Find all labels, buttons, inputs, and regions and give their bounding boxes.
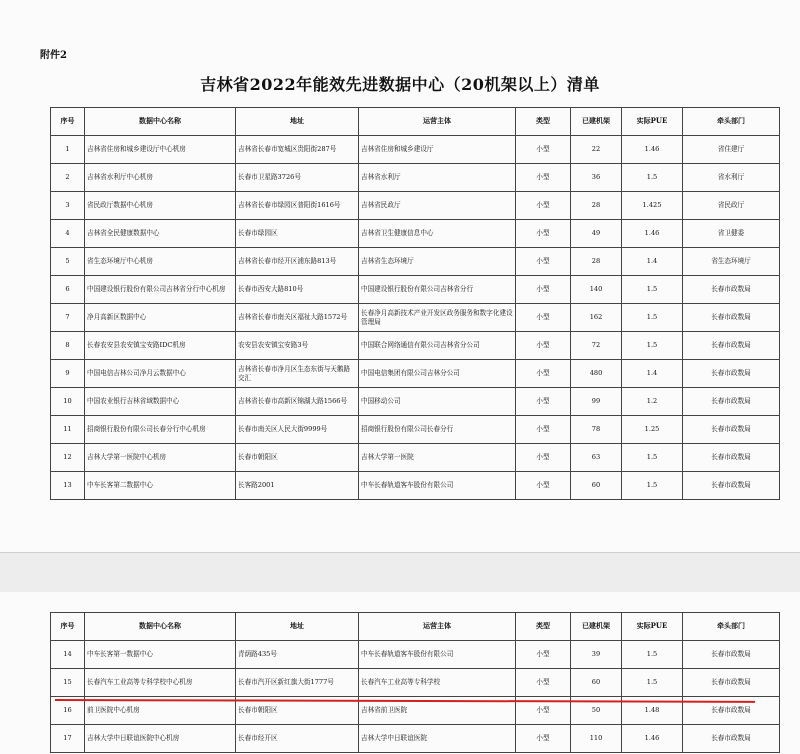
cell-operator: 吉林省水利厅 xyxy=(359,164,516,192)
cell-type: 小型 xyxy=(516,472,571,500)
header-operator: 运营主体 xyxy=(359,613,516,641)
header-type: 类型 xyxy=(516,108,571,136)
table-header-row xyxy=(51,108,780,136)
cell-type: 小型 xyxy=(516,164,571,192)
cell-name: 长春汽车工业高等专科学校中心机房 xyxy=(85,669,236,697)
cell-racks: 162 xyxy=(571,304,622,332)
cell-address: 吉林省长春市绿园区普阳街1616号 xyxy=(236,192,359,220)
table-row xyxy=(51,164,780,192)
cell-name: 吉林大学中日联谊医院中心机房 xyxy=(85,725,236,753)
table-row xyxy=(51,332,780,360)
cell-type: 小型 xyxy=(516,444,571,472)
header-address: 地址 xyxy=(236,613,359,641)
table-row xyxy=(51,444,780,472)
cell-name: 中国电信吉林公司净月云数据中心 xyxy=(85,360,236,388)
cell-pue: 1.46 xyxy=(622,725,683,753)
cell-operator: 吉林省卫生健康信息中心 xyxy=(359,220,516,248)
cell-no: 14 xyxy=(51,641,85,669)
header-racks: 已建机架 xyxy=(571,108,622,136)
cell-name: 中车长客第二数据中心 xyxy=(85,472,236,500)
header-pue: 实际PUE xyxy=(622,613,683,641)
cell-name: 中国建设银行股份有限公司吉林省分行中心机房 xyxy=(85,276,236,304)
cell-name: 吉林省全民健康数据中心 xyxy=(85,220,236,248)
cell-racks: 72 xyxy=(571,332,622,360)
cell-type: 小型 xyxy=(516,416,571,444)
data-center-table-continued xyxy=(50,612,780,753)
data-center-table xyxy=(50,107,780,500)
cell-type: 小型 xyxy=(516,192,571,220)
table-row xyxy=(51,669,780,697)
cell-department: 长春市政数局 xyxy=(683,725,780,753)
cell-no: 11 xyxy=(51,416,85,444)
cell-address: 长春市卫星路3726号 xyxy=(236,164,359,192)
header-no: 序号 xyxy=(51,108,85,136)
cell-name: 招商银行股份有限公司长春分行中心机房 xyxy=(85,416,236,444)
table-row xyxy=(51,276,780,304)
cell-pue: 1.48 xyxy=(622,697,683,725)
cell-racks: 39 xyxy=(571,641,622,669)
cell-pue: 1.25 xyxy=(622,416,683,444)
cell-address: 吉林省长春市南关区福祉大路1572号 xyxy=(236,304,359,332)
cell-operator: 吉林大学中日联谊医院 xyxy=(359,725,516,753)
cell-department: 省住建厅 xyxy=(683,136,780,164)
cell-pue: 1.46 xyxy=(622,220,683,248)
cell-no: 8 xyxy=(51,332,85,360)
cell-department: 省民政厅 xyxy=(683,192,780,220)
cell-no: 1 xyxy=(51,136,85,164)
cell-address: 长春市绿园区 xyxy=(236,220,359,248)
cell-racks: 50 xyxy=(571,697,622,725)
cell-address: 长春市经开区 xyxy=(236,725,359,753)
cell-racks: 63 xyxy=(571,444,622,472)
cell-type: 小型 xyxy=(516,388,571,416)
cell-operator: 长春净月高新技术产业开发区政务服务和数字化建设管理局 xyxy=(359,304,516,332)
cell-address: 吉林省长春市高新区锦湖大路1566号 xyxy=(236,388,359,416)
cell-name: 中国农业银行吉林省域数据中心 xyxy=(85,388,236,416)
cell-department: 省水利厅 xyxy=(683,164,780,192)
cell-racks: 140 xyxy=(571,276,622,304)
cell-name: 省民政厅数据中心机房 xyxy=(85,192,236,220)
cell-operator: 中车长春轨道客车股份有限公司 xyxy=(359,472,516,500)
cell-type: 小型 xyxy=(516,248,571,276)
document-title: 吉林省2022年能效先进数据中心（20机架以上）清单 xyxy=(200,75,600,94)
header-operator: 运营主体 xyxy=(359,108,516,136)
cell-name: 省生态环境厅中心机房 xyxy=(85,248,236,276)
cell-address: 吉林省长春市经开区浦东路813号 xyxy=(236,248,359,276)
cell-name: 中车长客第一数据中心 xyxy=(85,641,236,669)
cell-department: 长春市政数局 xyxy=(683,669,780,697)
header-no: 序号 xyxy=(51,613,85,641)
header-pue: 实际PUE xyxy=(622,108,683,136)
header-department: 牵头部门 xyxy=(683,613,780,641)
cell-pue: 1.4 xyxy=(622,360,683,388)
cell-address: 青荫路435号 xyxy=(236,641,359,669)
header-type: 类型 xyxy=(516,613,571,641)
cell-racks: 49 xyxy=(571,220,622,248)
header-racks: 已建机架 xyxy=(571,613,622,641)
cell-racks: 22 xyxy=(571,136,622,164)
cell-type: 小型 xyxy=(516,725,571,753)
cell-racks: 28 xyxy=(571,192,622,220)
cell-racks: 28 xyxy=(571,248,622,276)
cell-address: 农安县农安镇宝安路3号 xyxy=(236,332,359,360)
cell-type: 小型 xyxy=(516,220,571,248)
cell-no: 2 xyxy=(51,164,85,192)
header-department: 牵头部门 xyxy=(683,108,780,136)
cell-type: 小型 xyxy=(516,641,571,669)
table-row xyxy=(51,388,780,416)
cell-name: 前卫医院中心机房 xyxy=(85,697,236,725)
cell-address: 长春市西安大路810号 xyxy=(236,276,359,304)
cell-department: 长春市政数局 xyxy=(683,697,780,725)
cell-pue: 1.5 xyxy=(622,304,683,332)
cell-type: 小型 xyxy=(516,669,571,697)
cell-pue: 1.46 xyxy=(622,136,683,164)
cell-no: 12 xyxy=(51,444,85,472)
cell-pue: 1.5 xyxy=(622,641,683,669)
cell-type: 小型 xyxy=(516,360,571,388)
cell-pue: 1.5 xyxy=(622,332,683,360)
cell-racks: 60 xyxy=(571,472,622,500)
cell-no: 4 xyxy=(51,220,85,248)
cell-type: 小型 xyxy=(516,136,571,164)
cell-racks: 110 xyxy=(571,725,622,753)
table-row xyxy=(51,304,780,332)
cell-operator: 吉林大学第一医院 xyxy=(359,444,516,472)
attachment-label: 附件2 xyxy=(40,50,67,61)
cell-operator: 吉林省住房和城乡建设厅 xyxy=(359,136,516,164)
cell-no: 16 xyxy=(51,697,85,725)
cell-no: 9 xyxy=(51,360,85,388)
cell-pue: 1.4 xyxy=(622,248,683,276)
table-row xyxy=(51,192,780,220)
cell-no: 7 xyxy=(51,304,85,332)
cell-racks: 60 xyxy=(571,669,622,697)
cell-address: 长春市朝阳区 xyxy=(236,697,359,725)
table-row xyxy=(51,248,780,276)
cell-pue: 1.2 xyxy=(622,388,683,416)
cell-department: 长春市政数局 xyxy=(683,360,780,388)
header-address: 地址 xyxy=(236,108,359,136)
cell-no: 6 xyxy=(51,276,85,304)
cell-racks: 480 xyxy=(571,360,622,388)
table-row xyxy=(51,472,780,500)
cell-department: 长春市政数局 xyxy=(683,304,780,332)
cell-operator: 中车长春轨道客车股份有限公司 xyxy=(359,641,516,669)
cell-department: 长春市政数局 xyxy=(683,416,780,444)
document-page-2 xyxy=(0,592,800,754)
cell-no: 13 xyxy=(51,472,85,500)
cell-type: 小型 xyxy=(516,276,571,304)
cell-type: 小型 xyxy=(516,697,571,725)
cell-name: 吉林省住房和城乡建设厅中心机房 xyxy=(85,136,236,164)
cell-department: 长春市政数局 xyxy=(683,444,780,472)
cell-pue: 1.425 xyxy=(622,192,683,220)
table-row xyxy=(51,136,780,164)
table-header-row xyxy=(51,613,780,641)
table-row xyxy=(51,725,780,753)
cell-operator: 中国电信集团有限公司吉林分公司 xyxy=(359,360,516,388)
cell-department: 长春市政数局 xyxy=(683,472,780,500)
cell-address: 吉林省长春市净月区生态东街与天鹅路交汇 xyxy=(236,360,359,388)
cell-department: 长春市政数局 xyxy=(683,276,780,304)
cell-pue: 1.5 xyxy=(622,444,683,472)
cell-racks: 99 xyxy=(571,388,622,416)
cell-department: 长春市政数局 xyxy=(683,388,780,416)
table-row xyxy=(51,220,780,248)
cell-name: 长春农安县农安镇宝安路IDC机房 xyxy=(85,332,236,360)
cell-no: 10 xyxy=(51,388,85,416)
cell-no: 15 xyxy=(51,669,85,697)
cell-operator: 中国建设银行股份有限公司吉林省分行 xyxy=(359,276,516,304)
cell-racks: 78 xyxy=(571,416,622,444)
cell-department: 省生态环境厅 xyxy=(683,248,780,276)
cell-type: 小型 xyxy=(516,304,571,332)
cell-no: 3 xyxy=(51,192,85,220)
cell-address: 吉林省长春市宽城区贵阳街287号 xyxy=(236,136,359,164)
cell-operator: 吉林省生态环境厅 xyxy=(359,248,516,276)
cell-name: 净月高新区数据中心 xyxy=(85,304,236,332)
cell-no: 5 xyxy=(51,248,85,276)
cell-name: 吉林大学第一医院中心机房 xyxy=(85,444,236,472)
page-separator xyxy=(0,552,800,594)
cell-department: 长春市政数局 xyxy=(683,641,780,669)
cell-address: 长春市南关区人民大街9999号 xyxy=(236,416,359,444)
cell-address: 长客路2001 xyxy=(236,472,359,500)
cell-pue: 1.5 xyxy=(622,669,683,697)
cell-operator: 吉林省民政厅 xyxy=(359,192,516,220)
cell-pue: 1.5 xyxy=(622,164,683,192)
cell-pue: 1.5 xyxy=(622,472,683,500)
cell-no: 17 xyxy=(51,725,85,753)
table-row xyxy=(51,360,780,388)
cell-operator: 长春汽车工业高等专科学校 xyxy=(359,669,516,697)
cell-address: 长春市朝阳区 xyxy=(236,444,359,472)
cell-pue: 1.5 xyxy=(622,276,683,304)
cell-racks: 36 xyxy=(571,164,622,192)
cell-name: 吉林省水利厅中心机房 xyxy=(85,164,236,192)
table-row xyxy=(51,416,780,444)
cell-operator: 中国移动公司 xyxy=(359,388,516,416)
cell-department: 长春市政数局 xyxy=(683,332,780,360)
cell-address: 长春市汽开区新红旗大街1777号 xyxy=(236,669,359,697)
header-name: 数据中心名称 xyxy=(85,613,236,641)
cell-operator: 招商银行股份有限公司长春分行 xyxy=(359,416,516,444)
header-name: 数据中心名称 xyxy=(85,108,236,136)
cell-operator: 中国联合网络通信有限公司吉林省分公司 xyxy=(359,332,516,360)
cell-operator: 吉林省前卫医院 xyxy=(359,697,516,725)
cell-department: 省卫健委 xyxy=(683,220,780,248)
cell-type: 小型 xyxy=(516,332,571,360)
table-row xyxy=(51,641,780,669)
